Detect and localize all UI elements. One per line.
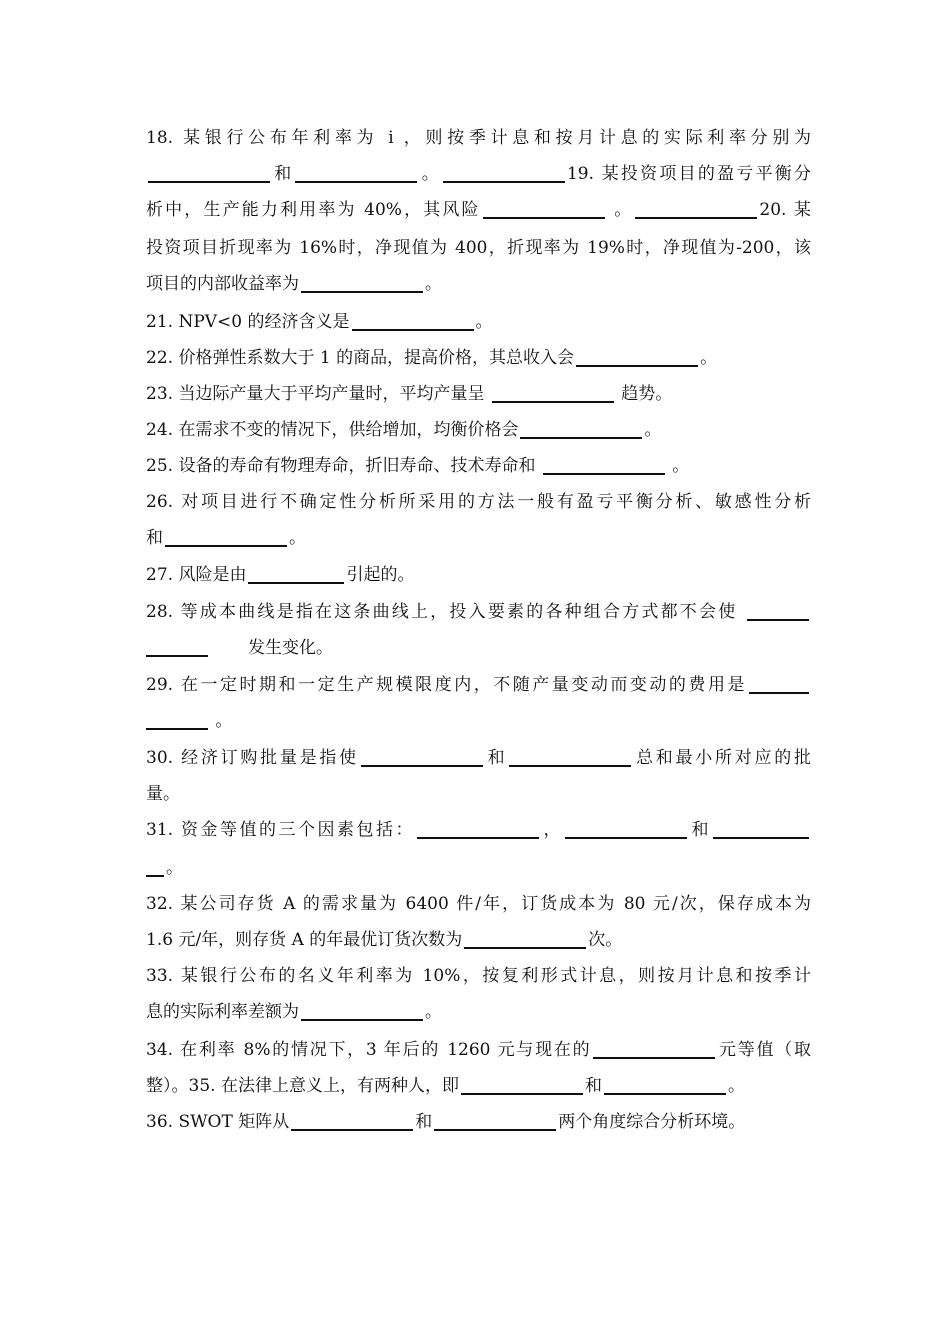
text: 。 — [606, 200, 634, 220]
q21-line — [146, 304, 811, 340]
q29-text: 29. 在一定时期和一定生产规模限度内，不随产量变动而变动的费用是 — [146, 675, 747, 695]
q27-line — [146, 557, 811, 593]
q28-text: 28. 等成本曲线是指在这条曲线上，投入要素的各种组合方式都不会使 — [146, 602, 745, 622]
answer-blank[interactable] — [361, 765, 483, 767]
q28-line-2 — [146, 630, 811, 666]
q30-line-1 — [146, 740, 811, 776]
answer-blank[interactable] — [604, 1093, 726, 1095]
answer-blank[interactable] — [483, 217, 605, 219]
q33-line-1 — [146, 958, 811, 994]
q24-line — [146, 412, 811, 448]
answer-blank[interactable] — [301, 291, 423, 293]
text: 和 — [484, 748, 508, 768]
text: 引起的。 — [346, 565, 415, 585]
answer-blank[interactable] — [301, 1019, 423, 1021]
answer-blank[interactable] — [492, 401, 614, 403]
q26-line-1 — [146, 484, 811, 520]
q23-text: 23. 当边际产量大于平均产量时，平均产量呈 — [146, 384, 490, 404]
q18-text: 18. 某银行公布年利率为 i ，则按季计息和按月计息的实际利率分别为 — [146, 128, 811, 148]
q22-text: 22. 价格弹性系数大于 1 的商品，提高价格，其总收入会 — [146, 348, 575, 368]
answer-blank[interactable] — [295, 181, 417, 183]
q24-text: 24. 在需求不变的情况下，供给增加，均衡价格会 — [146, 420, 519, 440]
answer-blank[interactable] — [148, 181, 270, 183]
q35-line — [146, 1068, 811, 1104]
text: 。 — [425, 274, 442, 294]
text: 和 — [689, 820, 712, 840]
q29-line-2 — [146, 703, 811, 739]
answer-blank[interactable] — [749, 692, 809, 694]
q32-text: 32. 某公司存货 A 的需求量为 6400 件/年，订货成本为 80 元/次，保存成本为 — [146, 894, 811, 914]
text: 和 — [415, 1112, 433, 1132]
text: 两个角度综合分析环境。 — [558, 1112, 746, 1132]
text: 。 — [166, 858, 183, 878]
q29-line-1 — [146, 667, 811, 703]
text: 。 — [210, 711, 233, 731]
text: 和 — [272, 164, 294, 184]
answer-blank[interactable] — [352, 329, 474, 331]
answer-blank[interactable] — [565, 837, 687, 839]
q20-line-3 — [146, 266, 811, 302]
text: 总和最小所对应的批 — [633, 748, 811, 768]
q31-text: 31. 资金等值的三个因素包括： — [146, 820, 415, 840]
q23-line — [146, 376, 811, 412]
text: 和 — [146, 528, 163, 548]
text: ， — [540, 820, 563, 840]
answer-blank[interactable] — [509, 765, 631, 767]
q33-line-2 — [146, 994, 811, 1030]
text: 项目的内部收益率为 — [146, 274, 299, 294]
text: 元等值（取 — [717, 1040, 811, 1060]
q22-line — [146, 340, 811, 376]
text: 。 — [700, 348, 718, 368]
text: 。 — [475, 312, 493, 332]
answer-blank[interactable] — [146, 728, 208, 730]
q36-text: 36. SWOT 矩阵从 — [146, 1112, 290, 1132]
answer-blank[interactable] — [461, 1093, 583, 1095]
q28-line-1 — [146, 594, 811, 630]
text: 析中，生产能力利用率为 40%，其风险 — [146, 200, 481, 220]
q19-text: 19. 某投资项目的盈亏平衡分 — [566, 164, 812, 184]
answer-blank[interactable] — [635, 217, 757, 219]
answer-blank[interactable] — [165, 545, 287, 547]
answer-blank[interactable] — [593, 1057, 715, 1059]
answer-blank[interactable] — [417, 837, 539, 839]
answer-blank[interactable] — [434, 1129, 556, 1131]
answer-blank[interactable] — [291, 1129, 413, 1131]
answer-blank[interactable] — [146, 875, 164, 877]
q32-line-2 — [146, 922, 811, 958]
text: 次。 — [588, 930, 623, 950]
q18-line-2 — [146, 156, 811, 192]
q36-line — [146, 1104, 811, 1140]
q35-text: 整）。35. 在法律上意义上，有两种人，即 — [146, 1076, 459, 1096]
text: 。 — [644, 420, 662, 440]
q18-line-1 — [146, 120, 811, 156]
text: 。 — [419, 164, 441, 184]
answer-blank[interactable] — [543, 473, 665, 475]
q26-text: 26. 对项目进行不确定性分析所采用的方法一般有盈亏平衡分析、敏感性分析 — [146, 492, 811, 512]
text: 1.6 元/年，则存货 A 的年最优订货次数为 — [146, 930, 463, 950]
answer-blank[interactable] — [248, 582, 344, 584]
q20-line-2 — [146, 230, 811, 266]
q19-line-2 — [146, 192, 811, 228]
q31-line-1 — [146, 812, 811, 848]
answer-blank[interactable] — [464, 947, 586, 949]
q27-text: 27. 风险是由 — [146, 565, 247, 585]
q25-text: 25. 设备的寿命有物理寿命，折旧寿命、技术寿命和 — [146, 456, 541, 476]
answer-blank[interactable] — [747, 619, 809, 621]
text: 趋势。 — [615, 384, 673, 404]
answer-blank[interactable] — [443, 181, 565, 183]
text: 。 — [727, 1076, 745, 1096]
q30-text: 30. 经济订购批量是指使 — [146, 748, 359, 768]
q26-line-2 — [146, 520, 811, 556]
q32-line-1 — [146, 886, 811, 922]
q25-line — [146, 448, 811, 484]
text: 。 — [289, 528, 306, 548]
answer-blank[interactable] — [576, 365, 698, 367]
text: 息的实际利率差额为 — [146, 1002, 299, 1022]
answer-blank[interactable] — [713, 837, 809, 839]
q30-line-2 — [146, 776, 811, 812]
q34-text: 34. 在利率 8%的情况下，3 年后的 1260 元与现在的 — [146, 1040, 592, 1060]
answer-blank[interactable] — [520, 437, 642, 439]
q33-text: 33. 某银行公布的名义年利率为 10%，按复利形式计息，则按月计息和按季计 — [146, 966, 811, 986]
q31-line-2 — [146, 850, 811, 886]
text: 发生变化。 — [248, 638, 333, 658]
text: 。 — [425, 1002, 442, 1022]
text: 。 — [666, 456, 690, 476]
text: 和 — [584, 1076, 602, 1096]
text: 量。 — [146, 784, 180, 804]
q34-line-1 — [146, 1032, 811, 1068]
q21-text: 21. NPV<0 的经济含义是 — [146, 312, 350, 332]
answer-blank[interactable] — [146, 655, 208, 657]
text: 投资项目折现率为 16%时，净现值为 400，折现率为 19%时，净现值为-200，该 — [146, 238, 811, 258]
q20-text: 20. 某 — [759, 200, 811, 220]
